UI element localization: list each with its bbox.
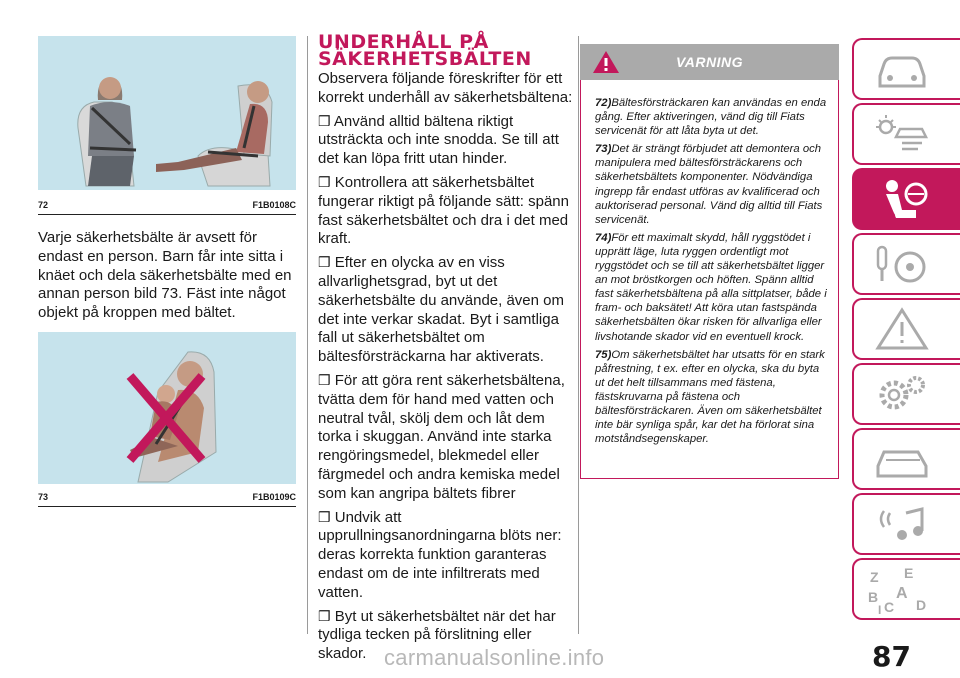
bullet-item: ❒ Byt ut säkerhetsbältet när det har tydliga tecken på förslitning eller skador. [318,607,556,663]
figure-number: 73 [38,492,49,502]
section-title-line: UNDERHÅLL PÅ [318,31,489,53]
warning-item: 73)Det är strängt förbjudet att demontera och manipulera med bältesförsträckarens och säkerhetsbältets komponenter. Nödvändiga ingrepp får endast utföras av kvalificerad och auktoriserad personal. Vänd dig alltid till Fiats servicenät. [595,143,823,226]
caption-rule [38,214,296,215]
figure-73-caption [38,492,296,506]
maintenance-text [318,70,576,668]
car-icon [872,46,932,94]
intro-paragraph: Observera följande föreskrifter för ett korrekt underhåll av säkerhetsbältena: [318,70,573,106]
checkbox-bullet-icon: ❒ [318,371,331,388]
index-letter: A [896,585,908,602]
tab-emergency[interactable] [852,298,960,360]
warning-item: 72)Bältesförsträckaren kan användas en enda gång. Efter aktiveringen, vänd dig till Fiats servicenät för att låta byta ut det. [595,97,827,138]
tab-technical-data[interactable] [852,428,960,490]
index-letter: E [904,565,914,581]
watermark-text: carmanualsonline.info [384,645,605,670]
warning-text [595,96,831,450]
checkbox-bullet-icon: ❒ [318,173,331,190]
checkbox-bullet-icon: ❒ [318,254,331,271]
airbag-seat-icon [872,176,932,226]
caption-rule [38,506,296,507]
warning-triangle-icon [872,306,932,354]
tab-maintenance[interactable] [852,363,960,425]
index-letter: C [884,599,895,615]
bullet-item: ❒ För att göra rent säkerhetsbältena, tvätta dem för hand med vatten och neutral tvål, skölj dem och låt dem torka i skuggan. Använd inte starka rengöringsmedel, blekmedel eller färgmedel och andra kemiska medel som kan angripa bältets fibrer [318,371,565,502]
page-number: 87 [872,640,911,673]
left-paragraph [38,229,298,327]
tab-car[interactable] [852,38,960,100]
dashboard-lights-icon [872,111,932,159]
tab-multimedia[interactable] [852,493,960,555]
figure-code: F1B0108C [252,200,296,210]
section-title-line: SÄKERHETSBÄLTEN [318,48,532,70]
figure-72 [38,36,296,190]
figure-72-caption [38,200,296,214]
bullet-item: ❒ Använd alltid bältena riktigt utsträckta och inte snodda. Se till att det kan löpa fritt utan hinder. [318,112,559,168]
figure-number: 72 [38,200,49,210]
alphabet-index-icon [864,562,944,618]
child-on-lap-illustration [38,332,296,484]
bullet-item: ❒ Kontrollera att säkerhetsbältet fungerar riktigt på följande sätt: spänn fast säkerhetsbältet och dra i det med kraft. [318,173,569,248]
seatbelt-one-person-text: Varje säkerhetsbälte är avsett för endast en person. Barn får inte sitta i knäet och dela säkerhetsbälte med en annan person bild 73. Fäst inte något objekt på kroppen med bältet. [38,229,292,322]
index-letter: I [878,603,882,617]
bullet-item: ❒ Undvik att upprullningsanordningarna blöts ner: deras korrekta funktion garanteras endast om de inte infiltrerats med vatten. [318,508,562,601]
warning-title: VARNING [675,54,744,70]
key-steering-wheel-icon [872,241,932,289]
index-letter: D [916,597,927,613]
warning-item: 75)Om säkerhetsbältet har utsatts för en stark påfrestning, t ex. efter en olycka, ska du byta ut det helt tillsammans med fästena, fästskruvarna på fästena och bältesförsträckaren. Även om säkerhetsbältet inte bär synliga spår, kar det ha förlorat sina motståndsegenskaper. [595,348,825,446]
figure-73 [38,332,296,484]
checkbox-bullet-icon: ❒ [318,508,331,525]
tab-index[interactable] [852,558,960,620]
index-letter: Z [870,569,879,585]
section-title [318,31,532,70]
index-letter: B [868,589,879,605]
belted-occupants-illustration [38,36,296,190]
checkbox-bullet-icon: ❒ [318,112,331,129]
tab-starting-driving[interactable] [852,233,960,295]
column-divider [578,36,579,634]
warning-header [580,44,839,80]
tab-safety[interactable] [852,168,960,230]
gears-icon [872,371,932,419]
multimedia-icon [872,501,932,549]
car-icon [872,436,932,484]
checkbox-bullet-icon: ❒ [318,607,331,624]
bullet-item: ❒ Efter en olycka av en viss allvarlighetsgrad, byt ut det säkerhetsbälte du använde, även om det inte verkar skadat. Byt i samtliga fall ut säkerhetsbältet om bältesförsträckarna har aktiverats. [318,254,564,366]
figure-code: F1B0109C [252,492,296,502]
warning-item: 74)För ett maximalt skydd, håll ryggstödet i upprätt läge, luta ryggen ordentligt mot ryggstödet och se till att säkerhetsbältet ligger an mot bröstkorgen och höften. Spänn alltid fast säkerhetsbältena på alla sittplatser, både i fram- och baksätet! Att köra utan fastspända säkerhetsbälten ökar risken för allvarliga eller livshotande skador vid en eventuell krock. [595,231,827,343]
column-divider [307,36,308,634]
tab-dashboard-lights[interactable] [852,103,960,165]
